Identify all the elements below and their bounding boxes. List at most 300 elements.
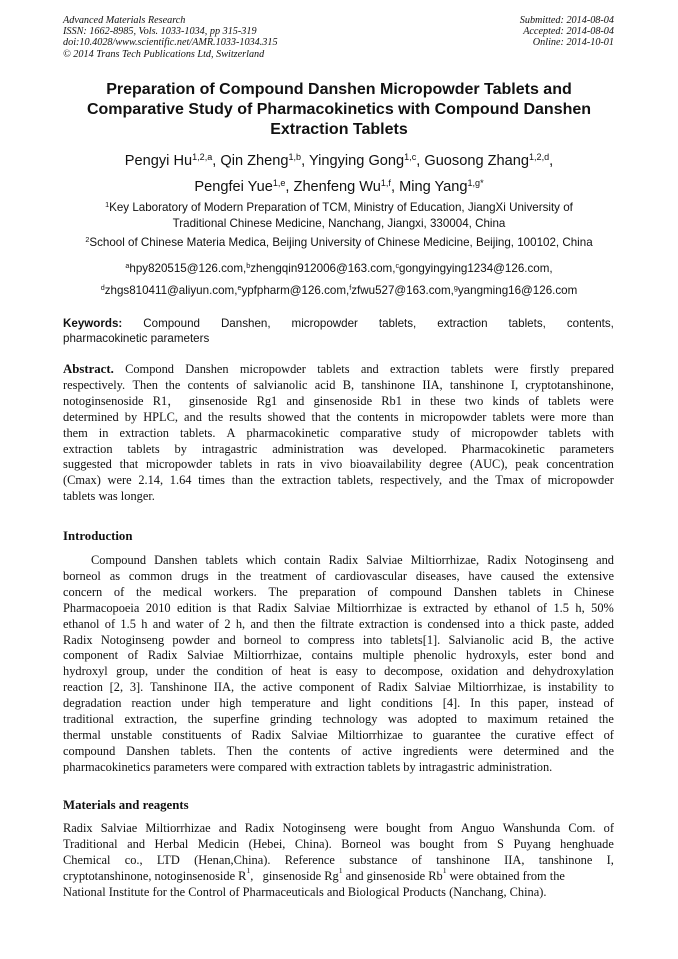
abstract-word: tablets bbox=[127, 441, 160, 456]
abstract-word: and bbox=[286, 393, 305, 408]
intro-word: extensive bbox=[567, 568, 614, 583]
abstract-line bbox=[63, 362, 614, 378]
abstract-word: micropowder bbox=[420, 409, 487, 424]
email-marker: c bbox=[395, 261, 400, 271]
intro-word: contains bbox=[311, 648, 353, 663]
intro-word: of bbox=[104, 616, 116, 631]
intro-line bbox=[63, 648, 614, 664]
intro-line bbox=[63, 617, 614, 633]
keyword-word: tablets, bbox=[508, 317, 546, 330]
intro-word: multiple bbox=[362, 648, 404, 663]
materials-word: of bbox=[411, 852, 422, 867]
abstract-word: prepared bbox=[570, 362, 614, 376]
abstract-word: contents bbox=[187, 377, 229, 392]
intro-word: h bbox=[141, 616, 148, 631]
author-affiliation-marker: 1,2,a bbox=[192, 152, 213, 163]
intro-word: Radix bbox=[378, 680, 408, 695]
materials-text: and ginsenoside Rb bbox=[342, 868, 443, 883]
author-name: Pengyi Hu bbox=[124, 153, 193, 169]
intro-word: acid bbox=[512, 632, 534, 647]
intro-word: ester bbox=[528, 648, 552, 663]
intro-word: the bbox=[235, 568, 252, 583]
keyword-word: contents, bbox=[566, 317, 614, 330]
intro-word: h, bbox=[575, 600, 585, 615]
intro-word: the bbox=[598, 712, 614, 727]
email-link[interactable]: ypfpharm@126.com, bbox=[241, 284, 350, 297]
intro-word: added bbox=[584, 616, 614, 631]
intro-word: is bbox=[217, 600, 227, 615]
abstract-word: cryptotanshinone, bbox=[525, 377, 614, 392]
intro-word: oxidation bbox=[451, 664, 499, 679]
intro-word: high bbox=[219, 696, 242, 711]
abstract-word: peak bbox=[515, 457, 539, 472]
online-date: Online: 2014-10-01 bbox=[532, 37, 614, 49]
materials-word: Chemical bbox=[63, 852, 111, 867]
intro-word: water bbox=[175, 616, 204, 631]
author-affiliation-marker: 1,e bbox=[272, 178, 286, 189]
intro-word: constituents bbox=[162, 727, 222, 742]
materials-word: from bbox=[428, 821, 453, 835]
abstract-line bbox=[63, 457, 614, 473]
email-link[interactable]: hpy820515@126.com, bbox=[129, 262, 247, 275]
submission-dates bbox=[520, 15, 614, 49]
intro-word: treatment bbox=[259, 568, 307, 583]
email-line bbox=[40, 280, 638, 302]
intro-line: pharmacokinetics parameters were compared with extraction tablets by intragastric administration. bbox=[63, 759, 553, 774]
submitted-date: Submitted: 2014-08-04 bbox=[519, 15, 614, 26]
email-marker: g bbox=[453, 283, 458, 293]
intro-word: of bbox=[367, 584, 378, 599]
intro-word: bond bbox=[561, 648, 587, 663]
author-affiliation-marker: 1,f bbox=[380, 178, 391, 189]
abstract-word: tablets. bbox=[180, 425, 216, 440]
materials-word: Reference bbox=[284, 852, 335, 867]
abstract-word: tanshinone bbox=[449, 377, 504, 392]
abstract-word: Rb1 bbox=[381, 393, 402, 408]
title-line: Extraction Tablets bbox=[270, 121, 408, 138]
abstract-line bbox=[63, 410, 614, 426]
materials-word: bought bbox=[419, 836, 454, 851]
abstract-word: were bbox=[494, 362, 519, 376]
intro-word: a bbox=[509, 616, 516, 631]
intro-word: active bbox=[262, 680, 293, 695]
email-marker: b bbox=[246, 261, 251, 271]
materials-word: bought bbox=[386, 821, 421, 835]
abstract-word: micropowder bbox=[239, 362, 306, 376]
abstract-word: extraction bbox=[119, 425, 169, 440]
abstract-line bbox=[63, 473, 614, 489]
intro-word: phenolic bbox=[413, 648, 457, 663]
abstract-word: micropowder bbox=[471, 425, 538, 440]
intro-word: medical bbox=[162, 584, 203, 599]
intro-word: which bbox=[245, 553, 277, 567]
intro-word: of bbox=[208, 616, 220, 631]
abstract-word: in bbox=[302, 457, 313, 472]
abstract-word: Danshen bbox=[185, 362, 229, 376]
intro-word: Salviae bbox=[414, 680, 451, 695]
intro-word: 2010 bbox=[145, 600, 171, 615]
intro-word: conditions bbox=[381, 696, 433, 711]
affiliation-marker: 1 bbox=[105, 200, 110, 210]
email-link[interactable]: yangming16@126.com bbox=[457, 284, 578, 297]
abstract-word: tablets bbox=[492, 409, 525, 424]
abstract-word: extraction bbox=[63, 441, 113, 456]
intro-word: Danshen bbox=[154, 553, 198, 567]
intro-word: of bbox=[271, 664, 282, 679]
intro-word: of bbox=[113, 584, 125, 599]
subscript: 1 bbox=[338, 866, 343, 876]
abstract-word: extraction bbox=[281, 473, 332, 488]
author-emails bbox=[40, 258, 638, 302]
abstract-word: determined bbox=[63, 409, 119, 424]
keyword-word: micropowder bbox=[291, 317, 358, 330]
intro-word: of bbox=[341, 743, 352, 758]
email-marker: f bbox=[349, 283, 352, 293]
intro-word: Radix bbox=[487, 553, 517, 567]
intro-word: decompose, bbox=[384, 664, 443, 679]
abstract-word: Compond bbox=[125, 362, 174, 376]
intro-word: of bbox=[536, 600, 548, 615]
abstract-word: tablets bbox=[450, 362, 484, 376]
intro-word: Danshen bbox=[453, 584, 497, 599]
author-affiliation-marker: 1,c bbox=[404, 152, 417, 163]
intro-word: have bbox=[468, 568, 492, 583]
intro-word: as bbox=[109, 568, 121, 583]
abstract-word: tablets bbox=[317, 362, 350, 376]
materials-word: and bbox=[218, 821, 237, 835]
intro-word: paste, bbox=[550, 616, 580, 631]
affiliation-line: Traditional Chinese Medicine, Nanchang, Jiangxi, 330004, China bbox=[172, 217, 506, 230]
intro-word: the bbox=[598, 743, 614, 758]
intro-word: retained bbox=[548, 712, 589, 727]
abstract-word: were bbox=[107, 473, 132, 488]
intro-word: was bbox=[387, 712, 408, 727]
abstract-line bbox=[63, 442, 614, 458]
intro-word: effect bbox=[565, 727, 594, 742]
intro-word: concern bbox=[63, 584, 103, 599]
intro-word: of bbox=[231, 727, 242, 742]
title-line: Comparative Study of Pharmacokinetics with Compound Danshen bbox=[86, 101, 592, 118]
materials-word: Wanshunda bbox=[502, 821, 561, 835]
materials-word: Anguo bbox=[460, 821, 495, 835]
intro-word: condition bbox=[216, 664, 264, 679]
abstract-word: B, bbox=[342, 377, 355, 392]
materials-text: , ginsenoside Rg bbox=[250, 868, 339, 883]
intro-word: and bbox=[570, 743, 588, 758]
author-affiliation-marker: 1,b bbox=[288, 152, 302, 163]
abstract-word: by bbox=[124, 409, 138, 424]
intro-word: contents bbox=[288, 743, 331, 758]
intro-word: In bbox=[470, 696, 481, 711]
intro-word: filtrate bbox=[320, 616, 354, 631]
intro-word: caused bbox=[500, 568, 535, 583]
materials-line bbox=[63, 837, 614, 853]
affiliation-text: School of Chinese Materia Medica, Beijing University of Chinese Medicine, Beijing, 100102, China bbox=[89, 236, 593, 249]
abstract-word: HPLC, bbox=[143, 409, 178, 424]
materials-word: (Henan,China). bbox=[194, 852, 271, 867]
intro-line bbox=[63, 680, 614, 696]
intro-word: that bbox=[232, 600, 252, 615]
intro-word: were bbox=[468, 743, 493, 758]
author-name: Guosong Zhang bbox=[424, 153, 530, 169]
affiliation-line bbox=[40, 200, 638, 216]
email-link[interactable]: zhgs810411@aliyun.com, bbox=[104, 284, 238, 297]
abstract-line bbox=[63, 378, 614, 394]
intro-word: heat bbox=[290, 664, 311, 679]
intro-word: instability bbox=[547, 680, 598, 695]
intro-word: h, bbox=[235, 616, 246, 631]
intro-word: then bbox=[273, 616, 295, 631]
abstract-word: with bbox=[591, 425, 614, 440]
author-line: Pengyi Hu$^{1,2,a}$, Qin Zheng$^{1,b}$, Yingying Gong$^{1,c}$, Guosong Zhang$^{1,2,d}$, bbox=[124, 152, 554, 169]
intro-word: tablets. bbox=[180, 743, 216, 758]
materials-word: tanshinone bbox=[436, 852, 490, 867]
intro-line bbox=[63, 601, 614, 617]
materials-word: (Hebei, bbox=[248, 836, 286, 851]
intro-word: Miltiorrhizae, bbox=[233, 648, 302, 663]
abstract-word: than bbox=[592, 409, 614, 424]
intro-word: the bbox=[543, 568, 559, 583]
intro-word: the bbox=[187, 712, 203, 727]
intro-word: and bbox=[250, 616, 269, 631]
intro-word: tablets[1]. bbox=[390, 632, 441, 647]
abstract-word: ginsenoside bbox=[313, 393, 373, 408]
intro-word: the bbox=[262, 743, 279, 758]
abstract-word: of bbox=[528, 393, 539, 408]
email-link[interactable]: gongyingying1234@126.com, bbox=[399, 262, 553, 275]
doi-line: doi:10.4028/www.scientific.net/AMR.1033-1034.315 bbox=[63, 37, 278, 49]
abstract-word: the bbox=[473, 473, 489, 488]
intro-word: into bbox=[362, 632, 383, 647]
intro-word: curative bbox=[515, 727, 556, 742]
abstract-word: tablets bbox=[548, 393, 581, 408]
author-name: Ming Yang bbox=[399, 179, 468, 195]
intro-word: the bbox=[300, 616, 316, 631]
intro-word: to bbox=[366, 664, 376, 679]
intro-word: Salviae bbox=[187, 648, 224, 663]
abstract-word: them bbox=[63, 425, 88, 440]
intro-word: the bbox=[240, 680, 256, 695]
intro-word: Radix bbox=[251, 727, 282, 742]
abstract-word: two bbox=[464, 393, 484, 408]
materials-word: IIA, bbox=[504, 852, 525, 867]
keywords-label: Keywords: bbox=[63, 317, 123, 330]
abstract-word: notoginsenoside bbox=[63, 393, 144, 408]
section-heading: Materials and reagents bbox=[63, 798, 189, 812]
abstract-word: rats bbox=[277, 457, 296, 472]
abstract-word: in bbox=[98, 425, 109, 440]
intro-word: determined bbox=[503, 743, 560, 758]
materials-word: Puyang bbox=[513, 836, 551, 851]
abstract-word: firstly bbox=[529, 362, 560, 376]
keyword-word: extraction bbox=[437, 317, 488, 330]
email-link[interactable]: zfwu527@163.com, bbox=[351, 284, 454, 297]
copyright-line: © 2014 Trans Tech Publications Ltd, Switzerland bbox=[63, 48, 265, 60]
intro-word: active bbox=[362, 743, 392, 758]
materials-word: I, bbox=[606, 852, 614, 867]
abstract-word: and bbox=[184, 409, 202, 424]
intro-word: preparation bbox=[299, 584, 356, 599]
intro-word: group, bbox=[116, 664, 149, 679]
abstract-word: of bbox=[530, 473, 542, 488]
email-link[interactable]: zhengqin912006@163.com, bbox=[250, 262, 396, 275]
intro-word: grinding bbox=[269, 712, 312, 727]
intro-word: Salviae bbox=[291, 727, 328, 742]
intro-word: thermal bbox=[63, 727, 101, 742]
intro-word: Pharmacopoeia bbox=[63, 600, 140, 615]
intro-word: Radix bbox=[328, 553, 359, 567]
intro-word: technology bbox=[322, 712, 378, 727]
intro-word: hydroxyls, bbox=[466, 648, 519, 663]
materials-word: Borneol bbox=[341, 836, 382, 851]
intro-word: Chinese bbox=[574, 584, 614, 599]
intro-word: Danshen bbox=[126, 743, 170, 758]
journal-info bbox=[63, 15, 278, 60]
email-marker: a bbox=[125, 261, 130, 271]
abstract-word: administration bbox=[272, 441, 344, 456]
affiliation-2 bbox=[40, 235, 638, 251]
intro-word: powder bbox=[172, 632, 210, 647]
accepted-date: Accepted: 2014-08-04 bbox=[523, 26, 614, 38]
email-marker: e bbox=[237, 283, 242, 293]
abstract-word: developed. bbox=[392, 441, 447, 456]
intro-word: IIA, bbox=[213, 680, 235, 695]
intro-word: workers. bbox=[213, 584, 257, 599]
abstract-word: degree bbox=[429, 457, 463, 472]
abstract-word: in bbox=[411, 393, 421, 408]
intro-word: this bbox=[490, 696, 509, 711]
abstract-paragraph bbox=[63, 362, 614, 505]
abstract-word: (Cmax) bbox=[63, 473, 101, 488]
intro-word: reaction bbox=[131, 696, 172, 711]
abstract-word: comparative bbox=[340, 425, 402, 440]
intro-word: by bbox=[474, 600, 488, 615]
abstract-word: respectively. bbox=[63, 377, 126, 392]
abstract-word: acid bbox=[314, 377, 336, 392]
intro-word: B, bbox=[541, 632, 553, 647]
abstract-line bbox=[63, 394, 614, 410]
intro-word: Miltiorrhizae bbox=[336, 600, 402, 615]
intro-word: component bbox=[299, 680, 355, 695]
abstract-word: in bbox=[259, 457, 270, 472]
abstract-word: was bbox=[358, 441, 378, 456]
intro-word: of bbox=[127, 648, 139, 663]
affiliation-1 bbox=[40, 200, 638, 232]
keyword-word: Compound bbox=[143, 317, 200, 330]
intro-word: drugs bbox=[181, 568, 209, 583]
intro-word: tablets bbox=[508, 584, 541, 599]
abstract-word: intragastric bbox=[201, 441, 258, 456]
intro-word: condensed bbox=[427, 616, 480, 631]
intro-word: Notoginseng bbox=[100, 632, 165, 647]
abstract-word: vivo bbox=[320, 457, 343, 472]
materials-word: China). bbox=[294, 836, 332, 851]
intro-word: the bbox=[560, 632, 577, 647]
author-affiliation-marker: 1,2,d bbox=[529, 152, 550, 163]
intro-word: paper, bbox=[518, 696, 549, 711]
author-list bbox=[40, 148, 638, 200]
author-line: Pengfei Yue$^{1,e}$, Zhenfeng Wu$^{1,f}$, Ming Yang$^{1,g*}$ bbox=[194, 178, 484, 195]
intro-word: instead bbox=[558, 696, 594, 711]
abstract-word: results bbox=[229, 409, 262, 424]
abstract-word: times bbox=[198, 473, 226, 488]
intro-word: Radix bbox=[63, 632, 93, 647]
keywords-block bbox=[63, 316, 614, 346]
materials-text: were obtained from the bbox=[446, 868, 565, 883]
intro-word: and bbox=[320, 696, 339, 711]
intro-word: [4]. bbox=[442, 696, 461, 711]
materials-word: Salviae bbox=[100, 821, 138, 835]
intro-word: Compound bbox=[91, 553, 147, 567]
abstract-word: (AUC), bbox=[470, 457, 508, 472]
affiliation-text: Key Laboratory of Modern Preparation of TCM, Ministry of Education, JiangXi University of bbox=[109, 201, 573, 214]
materials-word: and bbox=[127, 836, 146, 851]
abstract-line bbox=[63, 426, 614, 442]
abstract-word: ginsenoside bbox=[188, 393, 248, 408]
intro-line bbox=[63, 696, 614, 712]
intro-word: superfine bbox=[213, 712, 260, 727]
intro-word: Salviae bbox=[293, 600, 331, 615]
intro-word: Miltiorrhizae bbox=[337, 727, 403, 742]
author-name: Pengfei Yue bbox=[194, 179, 273, 195]
intro-word: the bbox=[192, 664, 209, 679]
intro-line bbox=[63, 553, 614, 569]
intro-word: contain bbox=[284, 553, 321, 567]
materials-word: Radix bbox=[63, 821, 93, 835]
intro-word: Radix bbox=[257, 600, 288, 615]
materials-paragraph bbox=[63, 821, 614, 901]
materials-word: were bbox=[353, 821, 379, 835]
abstract-word: tablets bbox=[548, 425, 581, 440]
intro-word: maximum bbox=[487, 712, 538, 727]
abstract-word: and bbox=[360, 362, 379, 376]
materials-text: cryptotanshinone, notoginsenoside R bbox=[63, 868, 247, 883]
intro-word: hydroxyl bbox=[63, 664, 108, 679]
intro-word: common bbox=[128, 568, 173, 583]
intro-word: Salviae bbox=[366, 553, 403, 567]
intro-word: borneol bbox=[243, 632, 282, 647]
abstract-word: than bbox=[231, 473, 254, 488]
abstract-word: Rg1 bbox=[256, 393, 278, 408]
intro-word: reaction bbox=[63, 680, 103, 695]
intro-word: active bbox=[584, 632, 614, 647]
author-name: Zhenfeng Wu bbox=[293, 179, 381, 195]
materials-word: Radix bbox=[244, 821, 275, 835]
email-marker: d bbox=[100, 283, 105, 293]
intro-word: degradation bbox=[63, 696, 122, 711]
keyword-word: Danshen, bbox=[220, 317, 271, 330]
intro-word: and bbox=[596, 553, 614, 567]
abstract-word: tablets bbox=[219, 457, 253, 472]
abstract-word: suggested bbox=[63, 457, 112, 472]
abstract-word: 2.14, bbox=[138, 473, 164, 488]
abstract-word: of bbox=[236, 377, 247, 392]
abstract-word: IIA, bbox=[422, 377, 443, 392]
abstract-word: tablets, bbox=[337, 473, 374, 488]
abstract-word: the bbox=[336, 409, 352, 424]
abstract-word: Tmax bbox=[495, 473, 525, 488]
abstract-word: the bbox=[207, 409, 224, 424]
abstract-word: bioavailability bbox=[349, 457, 422, 472]
issn-line: ISSN: 1662-8985, Vols. 1033-1034, pp 315-319 bbox=[63, 26, 257, 38]
abstract-word: A bbox=[226, 425, 236, 440]
materials-word: co., bbox=[124, 852, 143, 867]
intro-word: Radix bbox=[147, 648, 178, 663]
intro-word: of bbox=[315, 568, 326, 583]
author-name: Qin Zheng bbox=[220, 153, 289, 169]
intro-word: to bbox=[604, 680, 614, 695]
affiliation-marker: 2 bbox=[85, 235, 90, 245]
